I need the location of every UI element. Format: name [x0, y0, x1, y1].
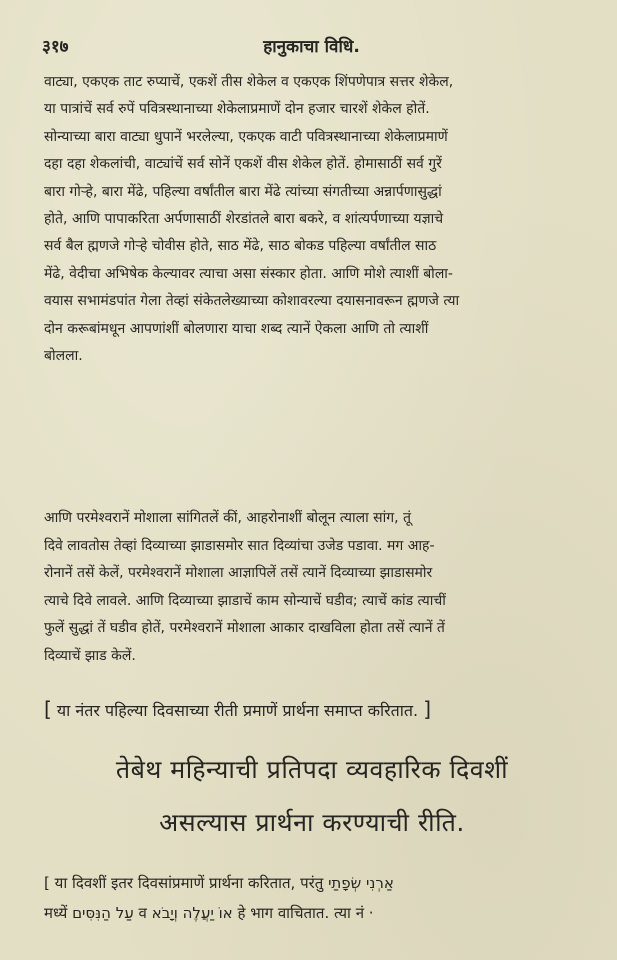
close-bracket: ] [423, 697, 432, 721]
rubric-note [44, 697, 584, 721]
text-line: दहा दहा शेकलांची, वाट्यांचें सर्व सोनें एकशें वीस शेकेल होतें. होमासाठीं सर्व गुरें [44, 156, 442, 173]
text-line: होते, आणि पापाकरिता अर्पणासाठीं शेरडांतले बारा बकरे, व शांत्यर्पणाच्या यज्ञाचे [44, 211, 444, 228]
rubric-text: या नंतर पहिल्या दिवसाच्या रीती प्रमाणें प्रार्थना समाप्त करितात. [56, 701, 419, 720]
paragraph-lampstand [44, 505, 584, 671]
text-line: सर्व बैल ह्मणजे गोऱ्हे चोवीस होते, साठ मेंढे, साठ बोकड पहिल्या वर्षांतील साठ [44, 238, 437, 255]
text-line: आणि परमेश्वरानें मोशाला सांगितलें कीं, आहरोनाशीं बोलून त्याला सांग, तूं [44, 510, 412, 526]
text-line: दोन करूबांमधून आपणांशीं बोलणारा याचा शब्द त्यानें ऐकला आणि तो त्याशीं [44, 320, 429, 337]
open-bracket: [ [44, 697, 52, 721]
text-line: बारा गोऱ्हे, बारा मेंढे, पहिल्या वर्षांतील बारा मेंढे त्यांच्या संगतीच्या अन्नार्पणासुद्धां [44, 183, 442, 200]
text-line: वयास सभामंडपांत गेला तेव्हां संकेतलेख्याच्या कोशावरल्या दयासनावरून ह्मणजे त्या [44, 293, 460, 310]
running-title: हानुकाचा विधि. [263, 37, 360, 57]
text-line: दिवे लावतोस तेव्हां दिव्याच्या झाडासमोर सात दिव्यांचा उजेड पडावा. मग आह- [44, 537, 435, 554]
section-heading-line2: असल्यास प्रार्थना करण्याची रीति. [159, 808, 465, 837]
text-line: रोनानें तसें केलें, परमेश्वरानें मोशाला आज्ञापिलें तसें त्यानें दिव्याच्या झाडासमोर [44, 565, 433, 582]
page-number: ३१७ [42, 37, 69, 57]
text-line: [ या दिवशीं इतर दिवसांप्रमाणें प्रार्थना करितात, परंतु אַרְנִי שְׂפָתַי [44, 874, 394, 892]
text-line: त्याचे दिवे लावले. आणि दिव्याच्या झाडाचें काम सोन्याचें घडीव; त्याचें कांड त्याचीं [44, 592, 446, 609]
page-header [42, 34, 581, 58]
text-line: दिव्याचें झाड केलें. [44, 647, 136, 664]
text-line: सोन्याच्या बारा वाट्या धुपानें भरलेल्या, एकएक वाटी पवित्रस्थानाच्या शेकेलाप्रमाणें [44, 128, 448, 145]
section-heading-line1: तेबेथ महिन्याची प्रतिपदा व्यवहारिक दिवशीं [115, 755, 509, 784]
text-line: या पात्रांचें सर्व रुपें पवित्रस्थानाच्या शेकेलाप्रमाणें दोन हजार चारशें शेकेल होतें. [44, 101, 430, 118]
text-line: मध्यें עַל הַנִּסִּים व אוֹ יַעֲלֶה וְיָבֹא हे भाग वाचितात. त्या नं · [44, 904, 374, 922]
text-line: बोलला. [44, 348, 83, 365]
text-line: मेंढे, वेदीचा अभिषेक केल्यावर त्याचा असा संस्कार होता. आणि मोशे त्याशीं बोला- [44, 265, 453, 282]
paragraph-instructions [44, 868, 584, 928]
text-line: वाट्या, एकएक ताट रुप्याचें, एकशें तीस शेकेल व एकएक शिंपणेपात्र सत्तर शेकेल, [44, 74, 454, 90]
paragraph-offerings [44, 69, 584, 370]
text-line: फुलें सुद्धां तें घडीव होतें, परमेश्वरानें मोशाला आकार दाखविला होता तसें त्यानें तें [44, 620, 445, 637]
